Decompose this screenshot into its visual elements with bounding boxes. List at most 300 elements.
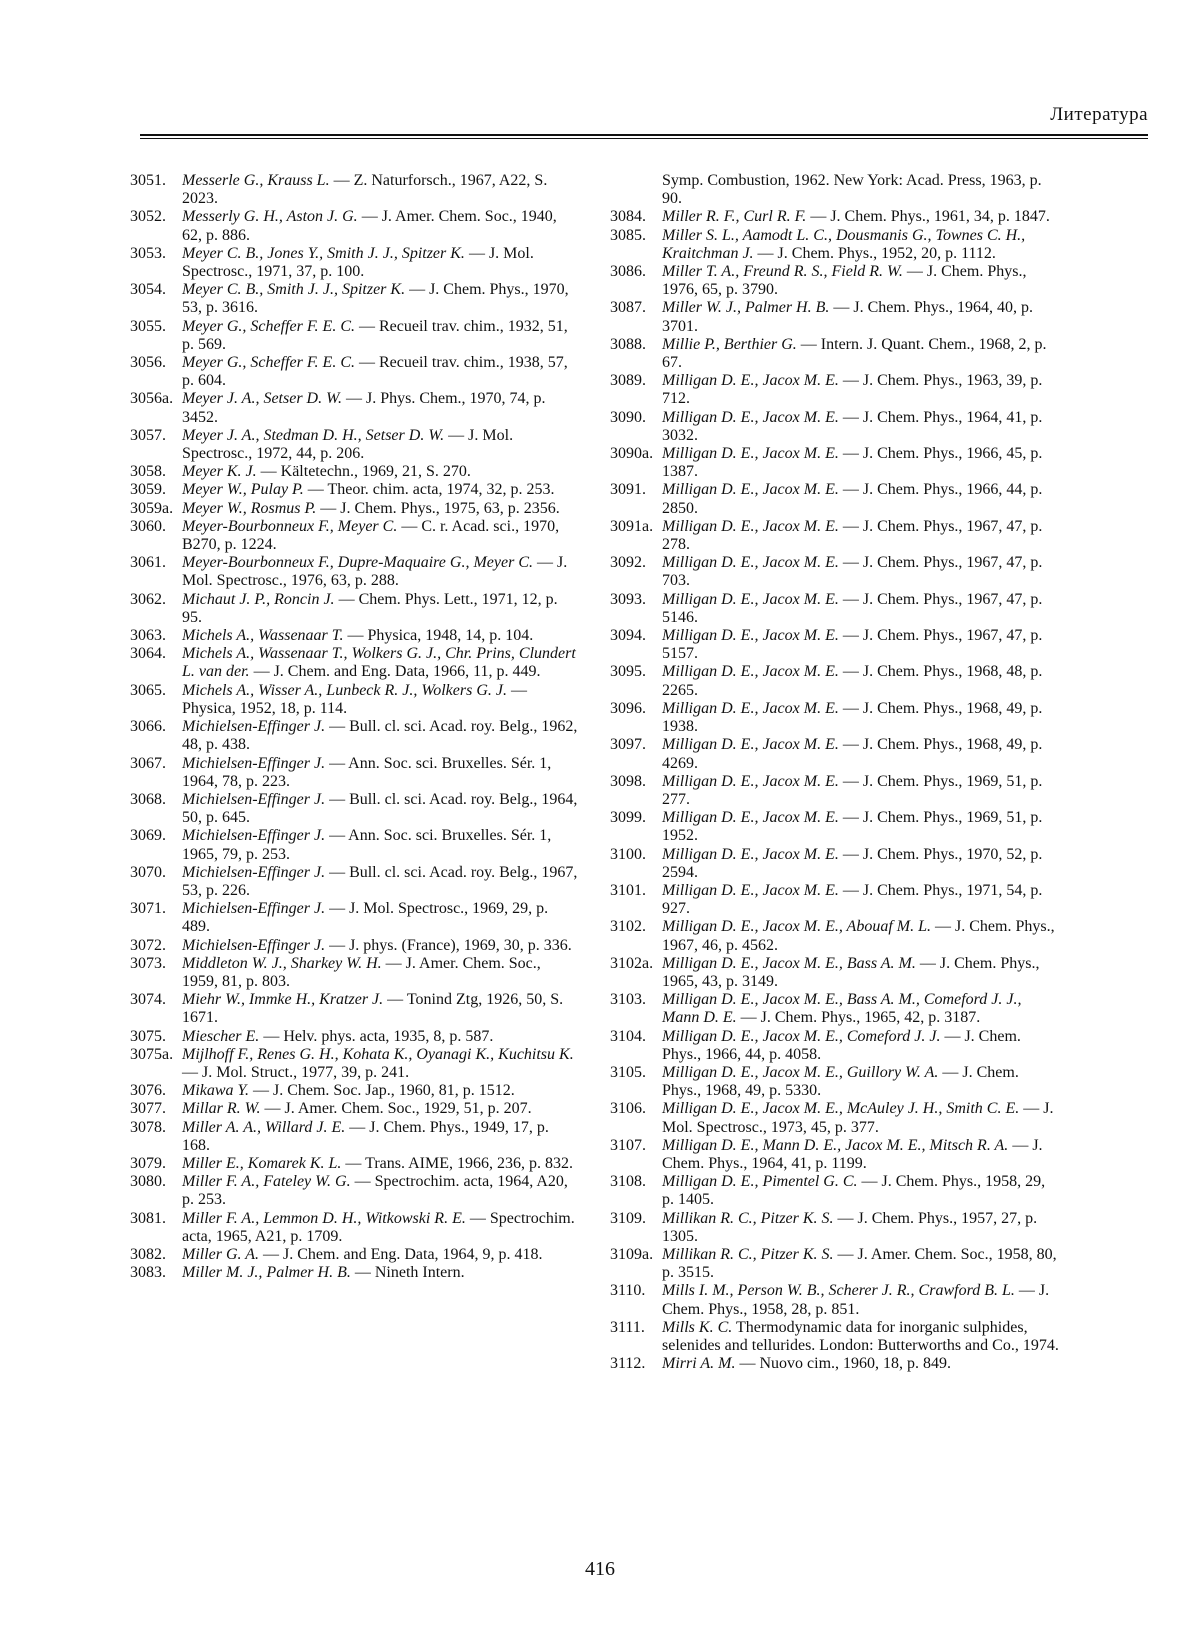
reference-source: — J. Chem. Phys., 1966, 44, p. 4058. xyxy=(662,1027,1021,1063)
reference-text xyxy=(662,263,1060,299)
reference-entry xyxy=(610,882,1060,918)
reference-entry xyxy=(130,755,580,791)
reference-source: — J. Chem. Phys., 1966, 44, p. 2850. xyxy=(662,481,1043,517)
reference-text xyxy=(182,827,580,863)
reference-source: — J. Chem. Phys., 1964, 41, p. 1199. xyxy=(662,1136,1043,1172)
reference-entry xyxy=(610,918,1060,954)
reference-entry xyxy=(130,827,580,863)
reference-number: 3057. xyxy=(130,426,166,444)
reference-source: — J. Chem. Phys., 1968, 49, p. 1938. xyxy=(662,699,1043,736)
reference-number: 3106. xyxy=(610,1100,646,1118)
reference-source: — J. Chem. Phys., 1975, 63, p. 2356. xyxy=(316,499,560,517)
reference-number: 3081. xyxy=(130,1209,166,1227)
reference-authors: Meyer J. A., Stedman D. H., Setser D. W. xyxy=(182,426,445,444)
reference-number: 3094. xyxy=(610,627,646,645)
reference-source: — Recueil trav. chim., 1938, 57, p. 604. xyxy=(182,354,568,390)
reference-entry xyxy=(130,937,580,955)
reference-entry xyxy=(610,336,1060,372)
reference-text xyxy=(662,700,1060,736)
reference-authors: Mirri A. M. xyxy=(662,1355,736,1373)
reference-source: — J. Amer. Chem. Soc., 1940, 62, p. 886. xyxy=(182,208,557,244)
reference-entry xyxy=(130,1155,580,1173)
reference-number: 3068. xyxy=(130,790,166,808)
reference-source: — J. phys. (France), 1969, 30, p. 336. xyxy=(325,936,572,954)
reference-number: 3093. xyxy=(610,590,646,608)
reference-source: — J. Mol. Spectrosc., 1972, 44, p. 206. xyxy=(182,426,514,463)
reference-entry xyxy=(610,627,1060,663)
reference-authors: Messerle G., Krauss L. xyxy=(182,172,330,189)
reference-entry xyxy=(130,1028,580,1046)
reference-number xyxy=(610,172,662,208)
reference-authors: Milligan D. E., Jacox M. E. xyxy=(662,590,839,608)
reference-text xyxy=(182,172,580,208)
reference-source: — Spectrochim. acta, 1964, A20, p. 253. xyxy=(182,1173,568,1209)
reference-source: — Kältetechn., 1969, 21, S. 270. xyxy=(256,463,471,481)
reference-text xyxy=(662,518,1060,554)
reference-entry xyxy=(130,791,580,827)
reference-number: 3070. xyxy=(130,863,166,881)
reference-authors: Milligan D. E., Jacox M. E. xyxy=(662,445,839,463)
reference-entry xyxy=(610,518,1060,554)
reference-text xyxy=(182,1155,580,1173)
reference-source: — J. Chem. Phys., 1967, 47, p. 5146. xyxy=(662,590,1043,626)
reference-source: — J. Mol. Spectrosc., 1971, 37, p. 100. xyxy=(182,244,534,281)
reference-authors: Milligan D. E., Jacox M. E. xyxy=(662,881,839,899)
reference-source: — J. Amer. Chem. Soc., 1959, 81, p. 803. xyxy=(182,954,541,990)
reference-text xyxy=(662,591,1060,627)
reference-source: — J. Chem. Phys., 1968, 48, p. 2265. xyxy=(662,663,1043,699)
reference-number: 3092. xyxy=(610,554,646,572)
reference-text xyxy=(662,1355,1060,1373)
reference-entry xyxy=(610,409,1060,445)
left-column xyxy=(130,172,580,1542)
reference-authors: Mills K. C. xyxy=(662,1318,733,1336)
reference-text xyxy=(662,809,1060,845)
reference-text xyxy=(662,227,1060,263)
reference-entry xyxy=(610,1173,1060,1209)
reference-authors: Mikawa Y. xyxy=(182,1082,249,1100)
reference-source: — J. Mol. Spectrosc., 1973, 45, p. 377. xyxy=(662,1100,1054,1136)
reference-authors: Meyer G., Scheffer F. E. C. xyxy=(182,354,355,372)
reference-source: — Tonind Ztg, 1926, 50, S. 1671. xyxy=(182,991,564,1027)
reference-authors: Milligan D. E., Jacox M. E. xyxy=(662,809,839,827)
reference-authors: Milligan D. E., Jacox M. E. xyxy=(662,517,839,535)
reference-authors: Milligan D. E., Mann D. E., Jacox M. E., Mitsch R. A. xyxy=(662,1136,1009,1154)
reference-authors: Milligan D. E., Jacox M. E. xyxy=(662,845,839,863)
reference-entry xyxy=(130,900,580,936)
reference-source: — J. Chem. Phys., 1963, 39, p. 712. xyxy=(662,372,1043,408)
reference-source: — J. Chem. Phys., 1952, 20, p. 1112. xyxy=(753,244,996,262)
reference-authors: Milligan D. E., Jacox M. E., Guillory W. A. xyxy=(662,1063,939,1081)
reference-number: 3064. xyxy=(130,645,166,663)
reference-authors: Meyer W., Pulay P. xyxy=(182,481,304,499)
reference-number: 3108. xyxy=(610,1173,646,1191)
reference-number: 3073. xyxy=(130,954,166,972)
reference-authors: Milligan D. E., Jacox M. E., Bass A. M. xyxy=(662,954,916,972)
reference-authors: Milligan D. E., Jacox M. E. xyxy=(662,372,839,390)
reference-source: — Ann. Soc. sci. Bruxelles. Sér. 1, 1964, 78, p. 223. xyxy=(182,754,552,790)
reference-number: 3055. xyxy=(130,317,166,335)
reference-text xyxy=(182,245,580,281)
reference-authors: Milligan D. E., Pimentel G. C. xyxy=(662,1173,858,1191)
reference-source: — J. Chem. Phys., 1968, 49, p. 4269. xyxy=(662,736,1043,772)
reference-entry xyxy=(610,663,1060,699)
reference-text xyxy=(662,736,1060,772)
reference-authors: Michielsen-Effinger J. xyxy=(182,900,326,918)
reference-authors: Milligan D. E., Jacox M. E., Abouaf M. L. xyxy=(662,918,931,936)
reference-number: 3095. xyxy=(610,663,646,681)
reference-text xyxy=(182,554,580,590)
reference-entry xyxy=(610,299,1060,335)
reference-text xyxy=(182,1100,580,1118)
reference-source: — Bull. cl. sci. Acad. roy. Belg., 1964, 50, p. 645. xyxy=(182,790,578,827)
reference-text xyxy=(182,718,580,754)
reference-text xyxy=(182,427,580,463)
reference-number: 3058. xyxy=(130,463,166,481)
reference-authors: Miller F. A., Lemmon D. H., Witkowski R. E. xyxy=(182,1209,466,1227)
reference-source: — Physica, 1952, 18, p. 114. xyxy=(182,681,527,717)
reference-authors: Miller R. F., Curl R. F. xyxy=(662,208,807,226)
reference-source: — J. Chem. Soc. Jap., 1960, 81, p. 1512. xyxy=(248,1082,515,1100)
reference-text xyxy=(662,1137,1060,1173)
reference-entry xyxy=(130,627,580,645)
reference-source: — Spectrochim. acta, 1965, A21, p. 1709. xyxy=(182,1209,575,1245)
reference-number: 3090a. xyxy=(610,445,654,463)
reference-authors: Milligan D. E., Jacox M. E. xyxy=(662,699,839,717)
reference-authors: Millie P., Berthier G. xyxy=(662,335,797,353)
reference-source: — Z. Naturforsch., 1967, A22, S. 2023. xyxy=(182,172,548,208)
reference-text xyxy=(662,445,1060,481)
reference-source: — J. Chem. Phys., 1969, 51, p. 277. xyxy=(662,772,1043,808)
reference-entry xyxy=(610,372,1060,408)
reference-authors: Milligan D. E., Jacox M. E. xyxy=(662,627,839,645)
reference-authors: Michielsen-Effinger J. xyxy=(182,718,326,736)
reference-entry xyxy=(610,227,1060,263)
section-title: Литература xyxy=(1050,104,1148,125)
right-column xyxy=(610,172,1060,1542)
reference-source: — J. Chem. Phys., 1969, 51, p. 1952. xyxy=(662,809,1043,845)
reference-source: — C. r. Acad. sci., 1970, B270, p. 1224. xyxy=(182,517,560,554)
reference-number: 3098. xyxy=(610,772,646,790)
reference-source: Thermodynamic data for inorganic sulphides, selenides and tellurides. London: Butterworths and Co., 1974. xyxy=(662,1318,1059,1354)
reference-entry xyxy=(130,1173,580,1209)
reference-source: — J. Chem. Phys., 1967, 47, p. 5157. xyxy=(662,627,1043,663)
reference-number: 3076. xyxy=(130,1082,166,1100)
reference-text xyxy=(182,1028,580,1046)
reference-entry xyxy=(610,591,1060,627)
reference-source: — J. Chem. Phys., 1964, 41, p. 3032. xyxy=(662,408,1043,444)
reference-entry xyxy=(130,1119,580,1155)
reference-source: — Bull. cl. sci. Acad. roy. Belg., 1967, 53, p. 226. xyxy=(182,863,578,899)
reference-text xyxy=(662,554,1060,590)
reference-number: 3110. xyxy=(610,1282,646,1300)
reference-entry xyxy=(130,645,580,681)
reference-authors: Miller S. L., Aamodt L. C., Dousmanis G., Townes C. H., Kraitchman J. xyxy=(662,226,1026,262)
reference-source: — J. Chem. and Eng. Data, 1964, 9, p. 418. xyxy=(259,1245,543,1263)
reference-entry xyxy=(610,1028,1060,1064)
reference-authors: Meyer-Bourbonneux F., Meyer C. xyxy=(182,517,398,535)
reference-authors: Michielsen-Effinger J. xyxy=(182,754,326,772)
reference-source: — J. Chem. Phys., 1967, 47, p. 703. xyxy=(662,554,1043,590)
reference-text xyxy=(182,481,580,499)
reference-text xyxy=(662,336,1060,372)
reference-number: 3100. xyxy=(610,845,646,863)
reference-text xyxy=(182,864,580,900)
reference-authors: Mills I. M., Person W. B., Scherer J. R., Crawford B. L. xyxy=(662,1282,1015,1300)
reference-text xyxy=(662,409,1060,445)
reference-authors: Millikan R. C., Pitzer K. S. xyxy=(662,1209,834,1227)
reference-source: — J. Mol. Spectrosc., 1969, 29, p. 489. xyxy=(182,900,549,936)
reference-entry xyxy=(130,354,580,390)
reference-text xyxy=(662,918,1060,954)
reference-entry xyxy=(610,1064,1060,1100)
reference-entry xyxy=(610,554,1060,590)
reference-entry xyxy=(130,518,580,554)
reference-source: — J. Amer. Chem. Soc., 1958, 80, p. 3515. xyxy=(662,1245,1057,1282)
reference-authors: Milligan D. E., Jacox M. E. xyxy=(662,554,839,572)
reference-text xyxy=(182,1210,580,1246)
reference-authors: Millar R. W. xyxy=(182,1100,261,1118)
reference-source: — Bull. cl. sci. Acad. roy. Belg., 1962, 48, p. 438. xyxy=(182,718,578,754)
reference-text xyxy=(182,1173,580,1209)
reference-text xyxy=(182,591,580,627)
reference-source: — Theor. chim. acta, 1974, 32, p. 253. xyxy=(303,481,555,499)
reference-text xyxy=(662,663,1060,699)
reference-text xyxy=(182,354,580,390)
reference-source: — Intern. J. Quant. Chem., 1968, 2, p. 67. xyxy=(662,335,1047,372)
reference-authors: Milligan D. E., Jacox M. E., Comeford J. J. xyxy=(662,1027,941,1045)
reference-number: 3105. xyxy=(610,1063,646,1081)
reference-authors: Middleton W. J., Sharkey W. H. xyxy=(182,954,382,972)
reference-text xyxy=(182,682,580,718)
reference-authors: Miehr W., Immke H., Kratzer J. xyxy=(182,991,384,1009)
reference-text xyxy=(182,500,580,518)
reference-entry xyxy=(610,208,1060,226)
reference-number: 3051. xyxy=(130,172,166,189)
reference-number: 3059a. xyxy=(130,499,174,517)
reference-number: 3084. xyxy=(610,208,646,226)
reference-number: 3056a. xyxy=(130,390,174,408)
reference-authors: Meyer K. J. xyxy=(182,463,257,481)
reference-authors: Michels A., Wassenaar T. xyxy=(182,627,344,645)
reference-entry xyxy=(610,1319,1060,1355)
reference-source: — J. Chem. Phys., 1966, 45, p. 1387. xyxy=(662,445,1043,481)
reference-text xyxy=(182,281,580,317)
reference-number: 3079. xyxy=(130,1154,166,1172)
reference-number: 3102. xyxy=(610,918,646,936)
reference-entry xyxy=(610,1282,1060,1318)
reference-entry xyxy=(610,445,1060,481)
reference-authors: Milligan D. E., Jacox M. E. xyxy=(662,408,839,426)
reference-authors: Milligan D. E., Jacox M. E. xyxy=(662,481,839,499)
reference-authors: Milligan D. E., Jacox M. E. xyxy=(662,663,839,681)
reference-number: 3109. xyxy=(610,1209,646,1227)
reference-number: 3109a. xyxy=(610,1245,654,1263)
reference-source: — Trans. AIME, 1966, 236, p. 832. xyxy=(341,1154,573,1172)
reference-number: 3087. xyxy=(610,299,646,317)
reference-entry xyxy=(130,208,580,244)
reference-text xyxy=(182,1246,580,1264)
reference-text xyxy=(662,1210,1060,1246)
reference-entry xyxy=(130,682,580,718)
reference-text xyxy=(662,372,1060,408)
reference-number: 3078. xyxy=(130,1118,166,1136)
reference-number: 3102a. xyxy=(610,954,654,972)
reference-entry xyxy=(130,991,580,1027)
reference-entry xyxy=(130,281,580,317)
reference-source: — Physica, 1948, 14, p. 104. xyxy=(343,627,534,645)
reference-text xyxy=(182,518,580,554)
reference-number: 3074. xyxy=(130,991,166,1009)
reference-entry xyxy=(610,700,1060,736)
reference-source: — J. Chem. Phys., 1965, 42, p. 3187. xyxy=(736,1009,981,1027)
reference-number: 3090. xyxy=(610,408,646,426)
reference-source: — J. Chem. Phys., 1958, 29, p. 1405. xyxy=(662,1173,1046,1209)
reference-number: 3089. xyxy=(610,372,646,390)
reference-authors: Meyer C. B., Jones Y., Smith J. J., Spitzer K. xyxy=(182,244,465,262)
reference-text xyxy=(662,773,1060,809)
reference-number: 3091a. xyxy=(610,517,654,535)
reference-authors: Milligan D. E., Jacox M. E., Bass A. M., Comeford J. J., Mann D. E. xyxy=(662,991,1022,1027)
reference-entry xyxy=(610,1137,1060,1173)
reference-entry xyxy=(130,245,580,281)
reference-source: — J. Chem. Phys., 1971, 54, p. 927. xyxy=(662,881,1043,918)
reference-authors: Milligan D. E., Jacox M. E., McAuley J. H., Smith C. E. xyxy=(662,1100,1020,1118)
reference-source: — Chem. Phys. Lett., 1971, 12, p. 95. xyxy=(182,590,558,626)
reference-entry xyxy=(130,1082,580,1100)
reference-entry xyxy=(130,591,580,627)
reference-number: 3111. xyxy=(610,1318,645,1336)
reference-entry xyxy=(130,1246,580,1264)
reference-source: — J. Chem. Phys., 1976, 65, p. 3790. xyxy=(662,263,1027,299)
reference-text xyxy=(662,955,1060,991)
reference-text xyxy=(182,791,580,827)
reference-authors: Miller M. J., Palmer H. B. xyxy=(182,1264,351,1282)
reference-number: 3067. xyxy=(130,754,166,772)
reference-source: — J. Chem. Phys., 1965, 43, p. 3149. xyxy=(662,954,1040,990)
header-rule-thin xyxy=(140,138,1148,139)
reference-source: — Ann. Soc. sci. Bruxelles. Sér. 1, 1965, 79, p. 253. xyxy=(182,827,552,863)
reference-number: 3080. xyxy=(130,1173,166,1191)
reference-text xyxy=(182,463,580,481)
reference-source: Symp. Combustion, 1962. New York: Acad. Press, 1963, p. 90. xyxy=(662,172,1042,208)
reference-authors: Miescher E. xyxy=(182,1027,260,1045)
reference-authors: Messerly G. H., Aston J. G. xyxy=(182,208,358,226)
reference-source: — J. Chem. and Eng. Data, 1966, 11, p. 449. xyxy=(249,663,541,681)
reference-text xyxy=(662,1173,1060,1209)
reference-authors: Michaut J. P., Roncin J. xyxy=(182,590,335,608)
reference-text xyxy=(182,1119,580,1155)
reference-number: 3107. xyxy=(610,1136,646,1154)
reference-number: 3082. xyxy=(130,1245,166,1263)
reference-text xyxy=(182,937,580,955)
reference-text xyxy=(662,627,1060,663)
reference-entry xyxy=(610,846,1060,882)
reference-text xyxy=(182,755,580,791)
reference-authors: Milligan D. E., Jacox M. E. xyxy=(662,736,839,754)
reference-entry xyxy=(610,1246,1060,1282)
reference-source: — J. Mol. Struct., 1977, 39, p. 241. xyxy=(182,1063,410,1081)
reference-number: 3075a. xyxy=(130,1045,174,1063)
reference-entry xyxy=(610,773,1060,809)
reference-text xyxy=(182,208,580,244)
reference-entry xyxy=(130,1210,580,1246)
reference-authors: Michels A., Wisser A., Lunbeck R. J., Wolkers G. J. xyxy=(182,681,507,699)
reference-authors: Michels A., Wassenaar T., Wolkers G. J., Chr. Prins, Clundert L. van der. xyxy=(182,645,576,681)
reference-source: — J. Chem. Phys., 1964, 40, p. 3701. xyxy=(662,299,1033,335)
reference-number: 3086. xyxy=(610,263,646,281)
reference-text xyxy=(182,627,580,645)
reference-text xyxy=(182,1264,580,1282)
reference-entry xyxy=(130,427,580,463)
reference-entry xyxy=(610,809,1060,845)
reference-entry xyxy=(130,481,580,499)
reference-text xyxy=(182,1082,580,1100)
reference-source: — J. Chem. Phys., 1970, 52, p. 2594. xyxy=(662,845,1043,881)
reference-number: 3072. xyxy=(130,936,166,954)
reference-entry xyxy=(130,864,580,900)
reference-number: 3053. xyxy=(130,244,166,262)
reference-text xyxy=(662,1319,1060,1355)
reference-number: 3104. xyxy=(610,1027,646,1045)
reference-entry xyxy=(610,1210,1060,1246)
reference-number: 3083. xyxy=(130,1264,166,1282)
reference-source: — J. Chem. Phys., 1949, 17, p. 168. xyxy=(182,1118,549,1154)
reference-number: 3099. xyxy=(610,809,646,827)
reference-source: — J. Chem. Phys., 1958, 28, p. 851. xyxy=(662,1282,1050,1318)
reference-text xyxy=(662,481,1060,517)
reference-text xyxy=(182,991,580,1027)
reference-authors: Millikan R. C., Pitzer K. S. xyxy=(662,1245,834,1263)
reference-number: 3101. xyxy=(610,881,646,899)
reference-authors: Meyer C. B., Smith J. J., Spitzer K. xyxy=(182,281,406,299)
reference-number: 3059. xyxy=(130,481,166,499)
reference-source: — J. Amer. Chem. Soc., 1929, 51, p. 207. xyxy=(260,1100,532,1118)
reference-entry xyxy=(610,736,1060,772)
reference-text xyxy=(662,991,1060,1027)
reference-text xyxy=(182,390,580,426)
reference-entry xyxy=(610,955,1060,991)
reference-entry xyxy=(130,500,580,518)
reference-text xyxy=(662,1064,1060,1100)
reference-entry xyxy=(130,318,580,354)
reference-authors: Michielsen-Effinger J. xyxy=(182,863,326,881)
reference-source: — J. Chem. Phys., 1968, 49, p. 5330. xyxy=(662,1063,1019,1100)
reference-number: 3052. xyxy=(130,208,166,226)
reference-number: 3088. xyxy=(610,335,646,353)
reference-text xyxy=(662,299,1060,335)
reference-source: — J. Chem. Phys., 1957, 27, p. 1305. xyxy=(662,1209,1038,1245)
reference-authors: Miller F. A., Fateley W. G. xyxy=(182,1173,351,1191)
reference-source: — J. Phys. Chem., 1970, 74, p. 3452. xyxy=(182,390,546,426)
reference-entry xyxy=(130,955,580,991)
reference-entry xyxy=(130,1264,580,1282)
reference-number: 3062. xyxy=(130,590,166,608)
reference-number: 3056. xyxy=(130,354,166,372)
reference-text xyxy=(662,846,1060,882)
reference-source: — J. Mol. Spectrosc., 1976, 63, p. 288. xyxy=(182,554,568,590)
reference-text xyxy=(662,172,1060,208)
reference-entry xyxy=(130,554,580,590)
reference-entry xyxy=(610,481,1060,517)
reference-entry xyxy=(610,263,1060,299)
reference-authors: Milligan D. E., Jacox M. E. xyxy=(662,772,839,790)
reference-entry xyxy=(130,172,580,208)
reference-entry xyxy=(610,1100,1060,1136)
reference-authors: Miller T. A., Freund R. S., Field R. W. xyxy=(662,263,903,281)
reference-authors: Miller G. A. xyxy=(182,1245,260,1263)
reference-number: 3077. xyxy=(130,1100,166,1118)
